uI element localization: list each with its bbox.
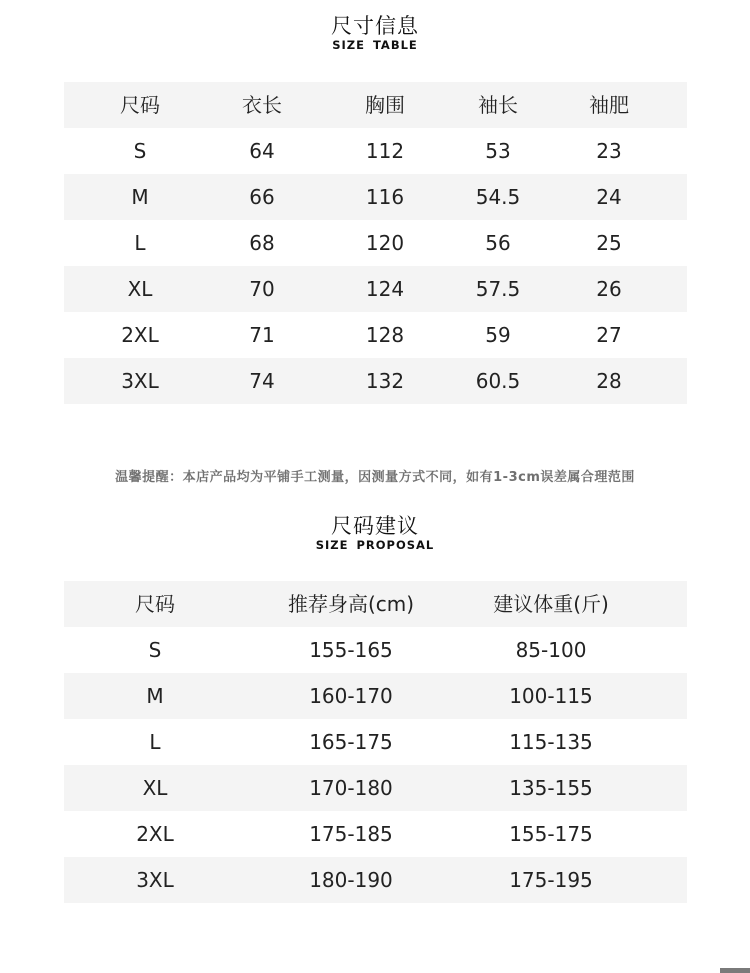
cell-sleeve-width: 25 (596, 231, 622, 255)
table-header-row (64, 581, 687, 627)
cell-sleeve: 57.5 (475, 277, 521, 301)
cell-size: M (131, 185, 149, 209)
table-row (64, 312, 687, 358)
cell-sleeve: 60.5 (475, 369, 521, 393)
cell-sleeve-width: 28 (596, 369, 622, 393)
cell-chest: 112 (365, 139, 405, 163)
cell-size: 2XL (136, 822, 174, 846)
header-size: 尺码 (120, 93, 160, 117)
cell-sleeve: 59 (485, 323, 511, 347)
cell-height: 180-190 (309, 868, 393, 892)
cell-sleeve-width: 23 (596, 139, 622, 163)
size-proposal-heading (0, 514, 750, 552)
cell-weight: 135-155 (509, 776, 593, 800)
table-row (64, 128, 687, 174)
cell-size: L (134, 231, 146, 255)
header-sleeve: 袖长 (478, 93, 518, 117)
size-table (64, 82, 687, 404)
size-table-heading (0, 14, 750, 52)
table-row (64, 719, 687, 765)
cell-length: 66 (249, 185, 275, 209)
cell-size: XL (127, 277, 153, 301)
table-row (64, 765, 687, 811)
cell-size: 3XL (121, 369, 159, 393)
header-weight: 建议体重(斤) (493, 592, 609, 616)
corner-scroll-mark (720, 968, 750, 973)
table-row (64, 811, 687, 857)
header-length: 衣长 (242, 93, 282, 117)
cell-sleeve: 54.5 (475, 185, 521, 209)
cell-chest: 116 (365, 185, 405, 209)
cell-size: L (149, 730, 161, 754)
table-row (64, 857, 687, 903)
cell-height: 170-180 (309, 776, 393, 800)
header-chest: 胸围 (365, 93, 405, 117)
header-size: 尺码 (135, 592, 175, 616)
cell-length: 64 (249, 139, 275, 163)
cell-size: 3XL (136, 868, 174, 892)
cell-weight: 155-175 (509, 822, 593, 846)
table-row (64, 627, 687, 673)
cell-size: M (146, 684, 164, 708)
table-row (64, 358, 687, 404)
cell-weight: 175-195 (509, 868, 593, 892)
cell-chest: 128 (365, 323, 405, 347)
size-proposal-table (64, 581, 687, 903)
cell-size: 2XL (121, 323, 159, 347)
table-row (64, 266, 687, 312)
cell-length: 71 (249, 323, 275, 347)
cell-height: 165-175 (309, 730, 393, 754)
cell-size: S (133, 139, 147, 163)
cell-height: 175-185 (309, 822, 393, 846)
size-table-subtitle: SIZE TABLE (332, 38, 418, 52)
cell-weight: 115-135 (509, 730, 593, 754)
cell-length: 68 (249, 231, 275, 255)
cell-weight: 100-115 (509, 684, 593, 708)
table-row (64, 220, 687, 266)
cell-chest: 124 (365, 277, 405, 301)
size-proposal-subtitle: SIZE PROPOSAL (315, 538, 435, 552)
cell-sleeve-width: 26 (596, 277, 622, 301)
cell-length: 70 (249, 277, 275, 301)
size-proposal-title: 尺码建议 (331, 514, 419, 538)
size-table-title: 尺寸信息 (331, 14, 419, 38)
header-height: 推荐身高(cm) (287, 592, 415, 616)
cell-sleeve-width: 24 (596, 185, 622, 209)
cell-chest: 132 (365, 369, 405, 393)
cell-weight: 85-100 (515, 638, 587, 662)
cell-size: XL (142, 776, 168, 800)
cell-height: 155-165 (309, 638, 393, 662)
header-sleeve-width: 袖肥 (589, 93, 629, 117)
cell-size: S (148, 638, 162, 662)
table-row (64, 174, 687, 220)
table-row (64, 673, 687, 719)
cell-height: 160-170 (309, 684, 393, 708)
cell-length: 74 (249, 369, 275, 393)
cell-sleeve: 56 (485, 231, 511, 255)
table-header-row (64, 82, 687, 128)
cell-sleeve-width: 27 (596, 323, 622, 347)
cell-sleeve: 53 (485, 139, 511, 163)
measurement-note: 温馨提醒：本店产品均为平铺手工测量，因测量方式不同，如有1-3cm误差属合理范围 (115, 470, 635, 485)
cell-chest: 120 (365, 231, 405, 255)
